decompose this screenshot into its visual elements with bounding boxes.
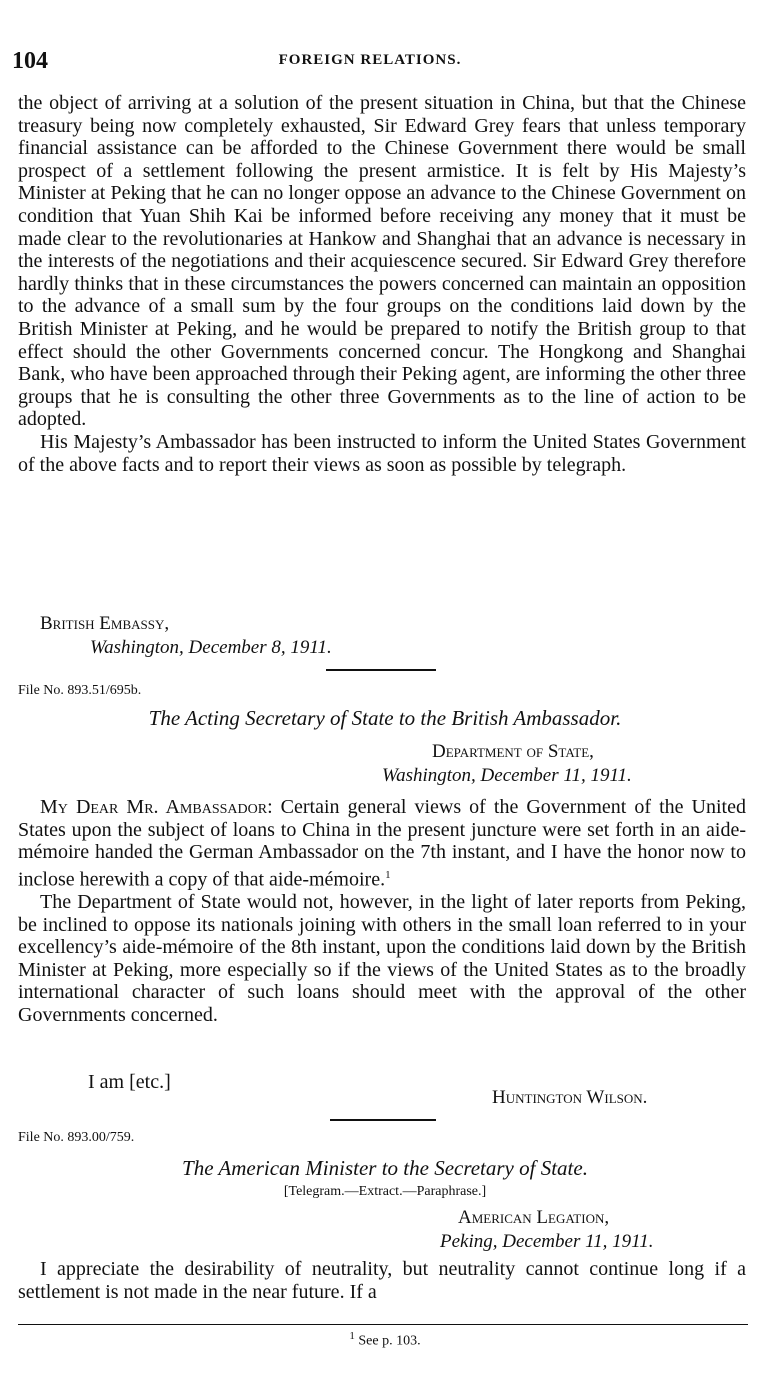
dateline-city: Washington, <box>382 765 476 786</box>
file-number: File No. 893.51/695b. <box>18 683 142 698</box>
footnote-mark: 1 <box>349 1330 355 1342</box>
signature-dateline <box>90 636 332 660</box>
file-number: File No. 893.00/759. <box>18 1130 135 1145</box>
salutation: My Dear Mr. Ambassador: <box>40 796 273 818</box>
page-header <box>0 48 770 78</box>
section-divider <box>330 1119 436 1121</box>
letter-paragraph <box>18 796 746 891</box>
document-subtitle: [Telegram.—Extract.—Paraphrase.] <box>283 1184 487 1199</box>
department-heading: Department of State, <box>432 741 594 762</box>
letter-closing: I am [etc.] <box>88 1071 171 1093</box>
memorandum-paragraph: His Majesty’s Ambassador has been instructed to inform the United States Government of the above facts and to report their views as soon as possible by telegraph. <box>18 430 746 476</box>
footnote <box>0 1330 770 1350</box>
signature-place: British Embassy, <box>40 613 170 634</box>
telegram-paragraph: I appreciate the desirability of neutrality, but neutrality cannot continue long if a settlement is not made in the near future. If a <box>18 1258 746 1303</box>
letter-signer: Huntington Wilson. <box>492 1087 648 1108</box>
footnote-rule <box>18 1324 748 1325</box>
footnote-reference: 1 <box>385 868 391 881</box>
legation-heading: American Legation, <box>458 1207 610 1228</box>
memorandum-paragraph: the object of arriving at a solution of the present situation in China, but that the Chinese treasury being now completely exhausted, Sir Edward Grey fears that unless temporary financial assistance can be afforded to the Chinese Government there would be small prospect of a settlement following the present armistice. It is felt by His Majesty’s Minister at Peking that he can no longer oppose an advance to the Chinese Government on condition that Yuan Shih Kai be informed before receiving any money that it must be made clear to the revolutionaries at Hankow and Shanghai that an advance is necessary in the interests of the negotiations and their acquiescence secured. Sir Edward Grey therefore hardly thinks that in these circumstances the powers concerned can maintain an opposition to the advance of a small sum by the four groups on the conditions laid down by the British Minister at Peking, and he would be prepared to notify the British group to that effect should the other Governments concerned concur. The Hongkong and Shanghai Bank, who have been approached through their Peking agent, are informing the other three groups that he is consulting the other three Governments as to the line of action to be adopted. <box>18 92 746 431</box>
dateline <box>382 764 632 788</box>
section-divider <box>326 669 436 671</box>
letter-paragraph: The Department of State would not, however, in the light of later reports from Peking, be inclined to oppose its nationals joining with others in the small loan referred to in your excellency’s aide-mémoire of the 8th instant, upon the conditions laid down by the British Minister at Peking, more especially so if the views of the United States as to the broadly international character of such loans should meet with the approval of the other Governments concerned. <box>18 891 746 1026</box>
document-title: The American Minister to the Secretary of State. <box>182 1156 588 1180</box>
dateline-city: Peking, <box>440 1231 498 1252</box>
dateline-city: Washington, <box>90 637 184 658</box>
dateline <box>440 1230 654 1254</box>
letter-body <box>18 796 746 1027</box>
telegram-body <box>18 1258 746 1303</box>
dateline-date: December 8, 1911. <box>188 637 332 658</box>
footnote-text: See p. 103. <box>358 1333 421 1349</box>
dateline-date: December 11, 1911. <box>502 1231 654 1252</box>
document-title: The Acting Secretary of State to the British Ambassador. <box>148 706 622 730</box>
memorandum-continuation <box>18 92 746 476</box>
page-number: 104 <box>12 48 48 74</box>
running-head: FOREIGN RELATIONS. <box>278 52 462 68</box>
letter-paragraph-text: Certain general views of the Government of the United States upon the subject of loans to China in the present juncture were set forth in an aide-mémoire handed the German Ambassador on the 7th instant, and I have the honor now to inclose herewith a copy of that aide-mémoire. <box>18 796 746 891</box>
dateline-date: December 11, 1911. <box>480 765 632 786</box>
